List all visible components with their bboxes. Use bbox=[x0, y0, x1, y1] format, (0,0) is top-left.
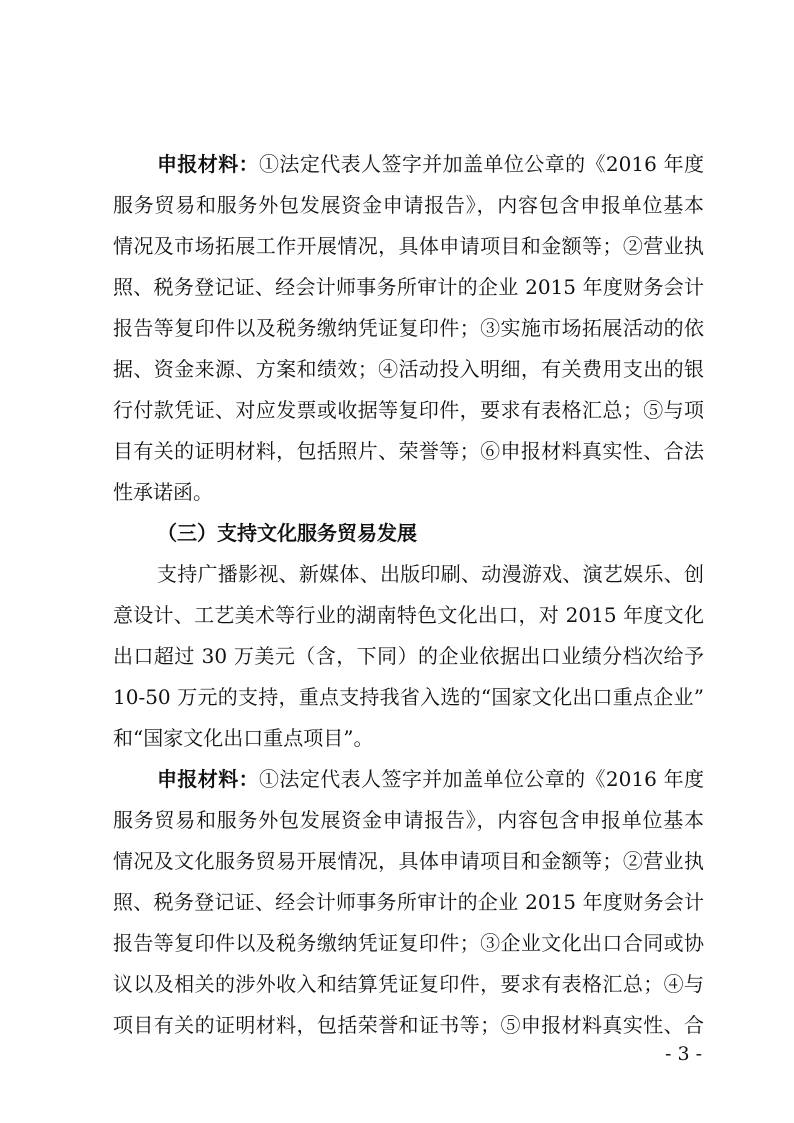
paragraph-line: 报告等复印件以及税务缴纳凭证复印件；③企业文化出口合同或协 bbox=[113, 931, 704, 955]
paragraph-line: 照、税务登记证、经会计师事务所审计的企业 2015 年度财务会计 bbox=[113, 890, 704, 914]
paragraph-lead: 申报材料： bbox=[157, 152, 260, 176]
paragraph-line: 行付款凭证、对应发票或收据等复印件，要求有表格汇总；⑤与项 bbox=[113, 398, 704, 422]
paragraph-line: 报告等复印件以及税务缴纳凭证复印件；③实施市场拓展活动的依 bbox=[113, 316, 704, 340]
paragraph-line: 情况及文化服务贸易开展情况，具体申请项目和金额等；②营业执 bbox=[113, 849, 704, 873]
paragraph-line: 意设计、工艺美术等行业的湖南特色文化出口，对 2015 年度文化 bbox=[113, 603, 704, 627]
paragraph-lead: 申报材料： bbox=[157, 767, 260, 791]
section-heading: （三）支持文化服务贸易发展 bbox=[157, 521, 417, 545]
paragraph-line: 支持广播影视、新媒体、出版印刷、动漫游戏、演艺娱乐、创 bbox=[157, 562, 704, 586]
paragraph-line-text: ①法定代表人签字并加盖单位公章的《2016 年度 bbox=[259, 767, 704, 791]
paragraph-line: 服务贸易和服务外包发展资金申请报告》，内容包含申报单位基本 bbox=[113, 808, 704, 832]
paragraph-line: 目有关的证明材料，包括照片、荣誉等；⑥申报材料真实性、合法 bbox=[113, 439, 704, 463]
paragraph-line: 出口超过 30 万美元（含，下同）的企业依据出口业绩分档次给予 bbox=[113, 644, 704, 668]
paragraph-line bbox=[113, 144, 704, 185]
paragraph-line: 性承诺函。 bbox=[113, 480, 213, 504]
paragraph-line: 据、资金来源、方案和绩效；④活动投入明细，有关费用支出的银 bbox=[113, 357, 704, 381]
paragraph-line: 服务贸易和服务外包发展资金申请报告》，内容包含申报单位基本 bbox=[113, 193, 704, 217]
paragraph-line bbox=[113, 759, 704, 800]
paragraph-line: 项目有关的证明材料，包括荣誉和证书等；⑤申报材料真实性、合 bbox=[113, 1013, 704, 1037]
page-number: - 3 - bbox=[664, 1043, 702, 1065]
paragraph-line: 10-50 万元的支持，重点支持我省入选的“国家文化出口重点企业” bbox=[113, 685, 704, 709]
document-body bbox=[113, 144, 704, 1046]
paragraph-line: 和“国家文化出口重点项目”。 bbox=[113, 726, 374, 750]
paragraph-line: 情况及市场拓展工作开展情况，具体申请项目和金额等；②营业执 bbox=[113, 234, 704, 258]
paragraph-line: 议以及相关的涉外收入和结算凭证复印件，要求有表格汇总；④与 bbox=[113, 972, 704, 996]
paragraph-line: 照、税务登记证、经会计师事务所审计的企业 2015 年度财务会计 bbox=[113, 275, 704, 299]
paragraph-line-text: ①法定代表人签字并加盖单位公章的《2016 年度 bbox=[259, 152, 704, 176]
